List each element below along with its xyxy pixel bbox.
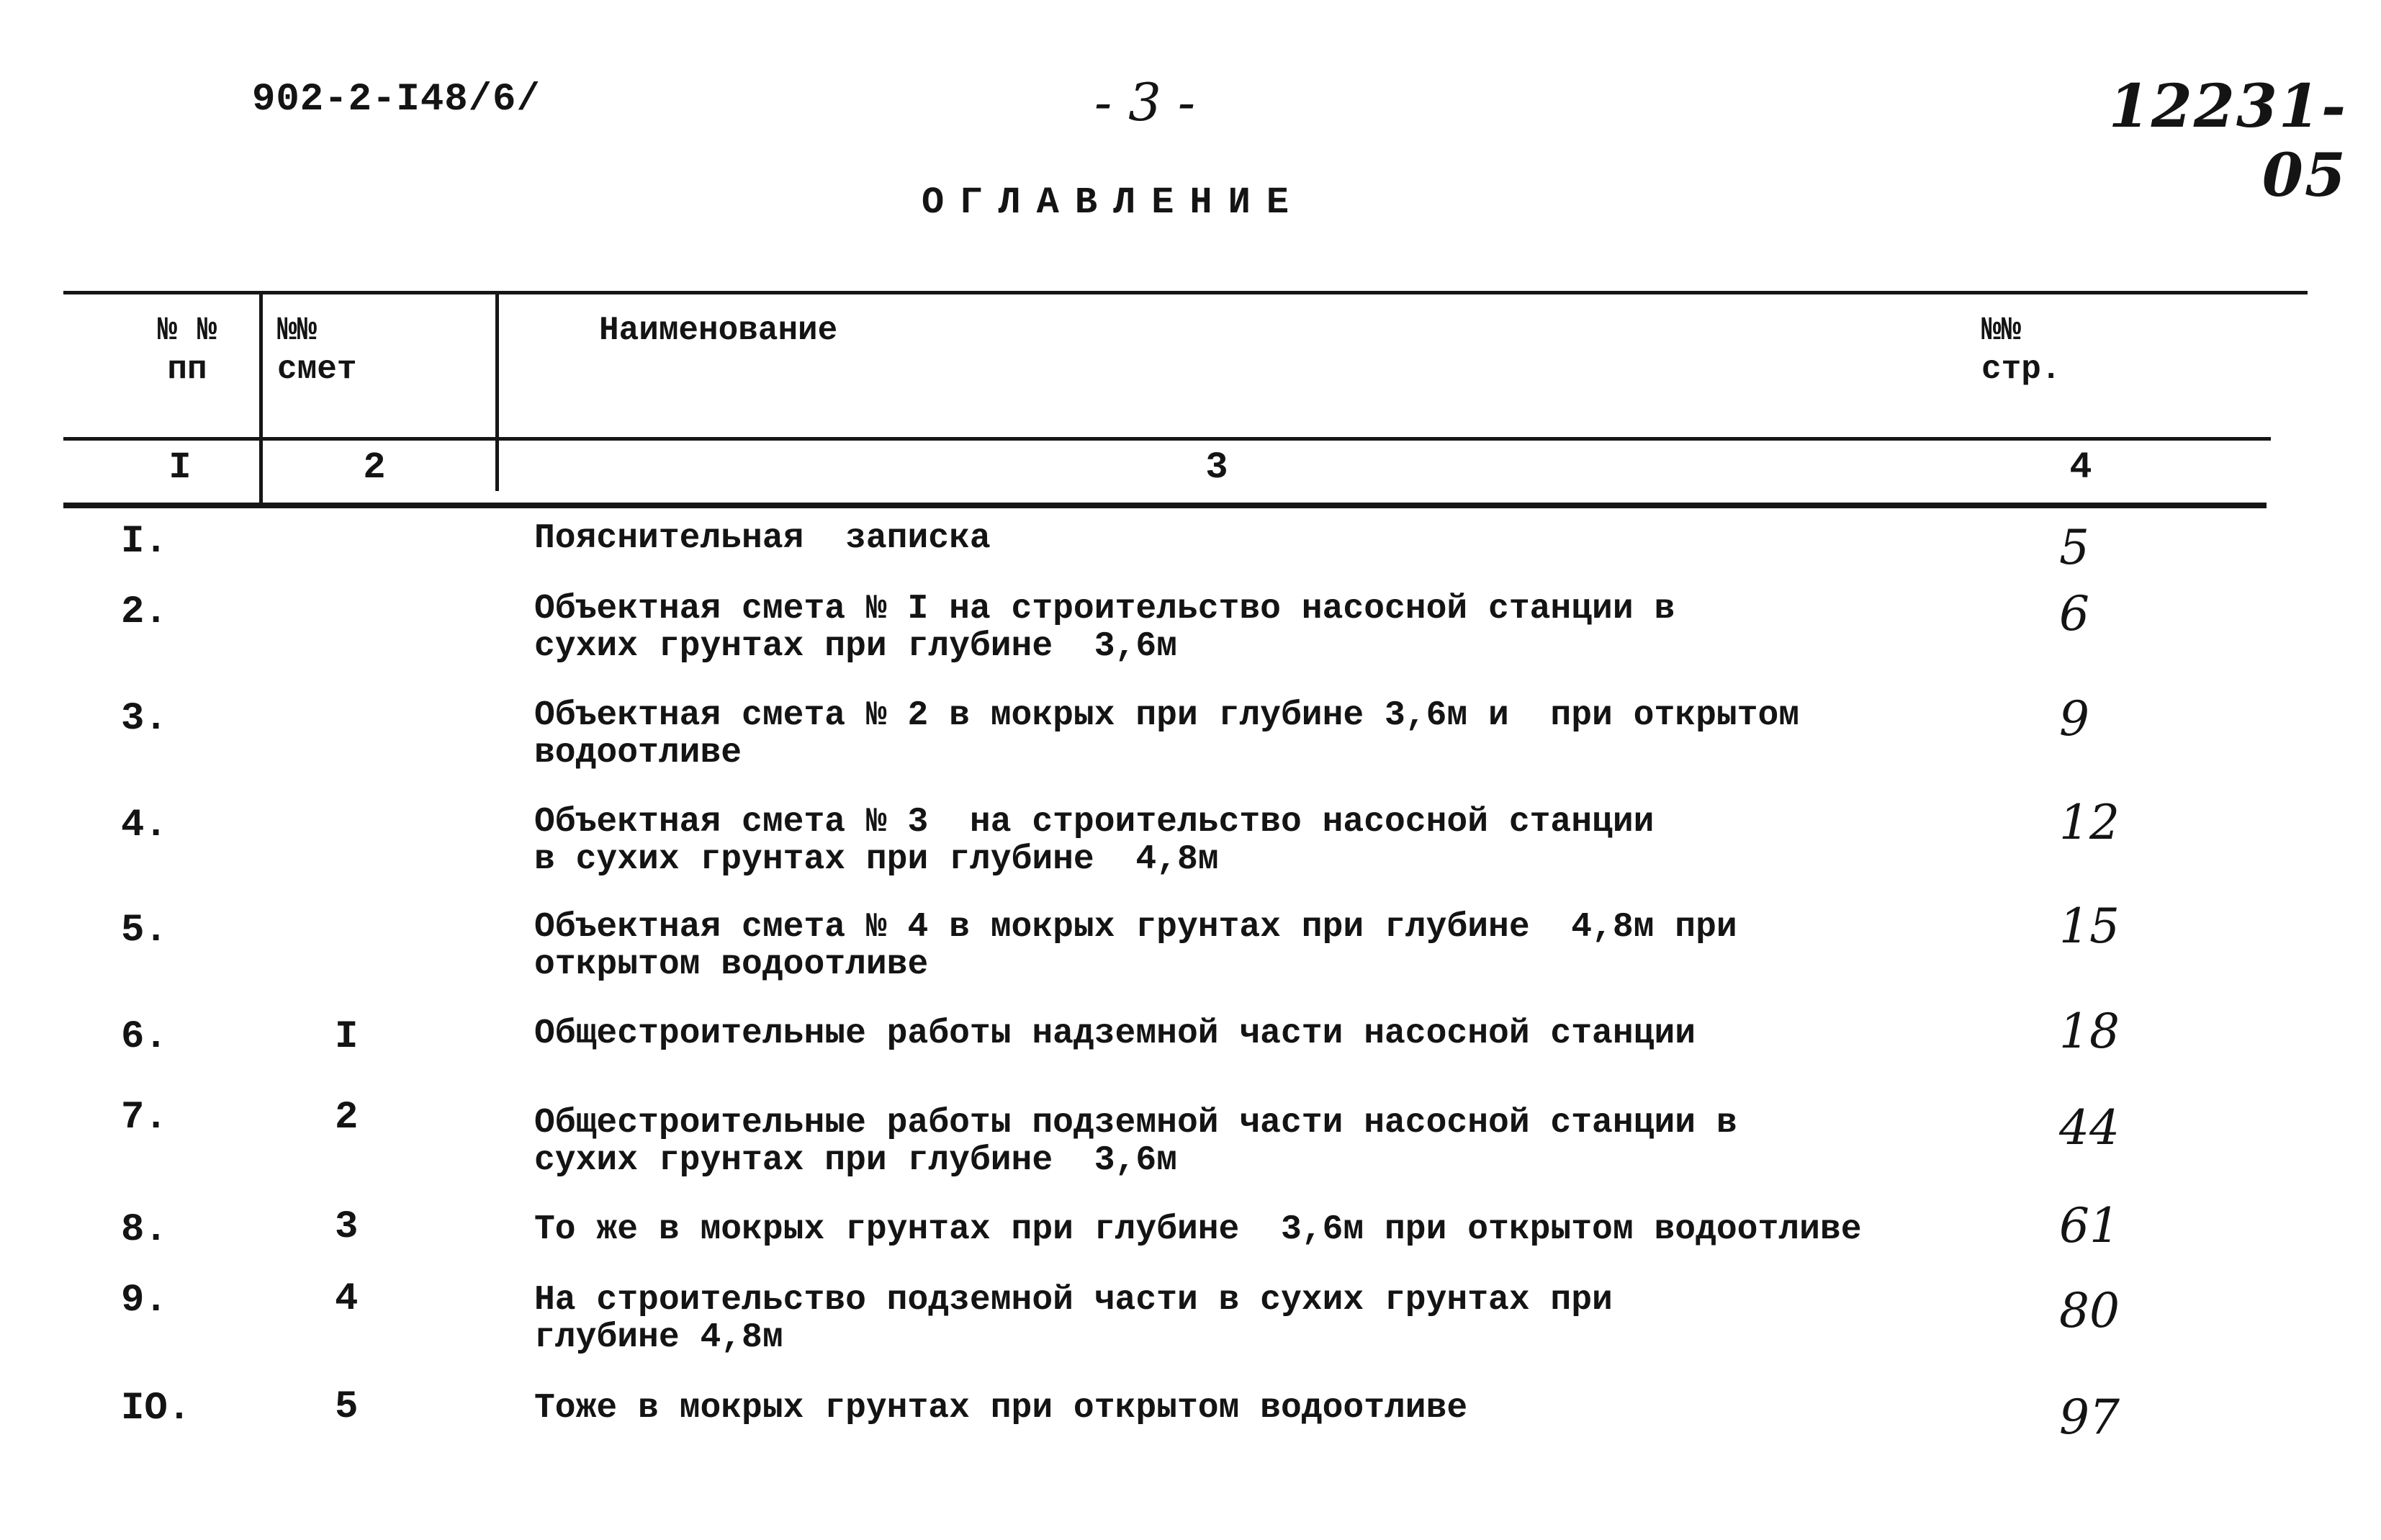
row-name: Объектная смета № 2 в мокрых при глубине 3,6м и при открытом водоотливе	[534, 696, 1800, 773]
document-code: 902-2-I48/6/	[252, 78, 541, 122]
row-page: 18	[2059, 1004, 2120, 1059]
row-number: 6.	[121, 1015, 168, 1059]
row-name: Общестроительные работы надземной части насосной станции	[534, 1014, 1696, 1053]
row-name: На строительство подземной части в сухих грунтах при глубине 4,8м	[534, 1281, 1613, 1357]
row-page: 80	[2059, 1283, 2120, 1338]
row-name: Пояснительная записка	[534, 519, 991, 558]
table-header-rule	[63, 437, 2271, 441]
row-name: Объектная смета № 4 в мокрых грунтах при глубине 4,8м при открытом водоотливе	[534, 908, 1737, 984]
page-number: - 3 -	[1094, 72, 1196, 132]
column-number-3: 3	[1205, 446, 1228, 489]
row-number: 8.	[121, 1208, 168, 1252]
row-name: Объектная смета № I на строительство насосной станции в сухих грунтах при глубине 3,6м	[534, 590, 1675, 666]
row-page: 15	[2059, 899, 2120, 954]
header-row-number: № № пп	[157, 312, 217, 388]
row-number: I.	[121, 520, 168, 564]
table-top-rule	[63, 291, 2308, 294]
row-number: 4.	[121, 803, 168, 847]
row-page: 9	[2059, 691, 2089, 747]
row-page: 5	[2059, 520, 2089, 575]
document-title: ОГЛАВЛЕНИЕ	[922, 181, 1305, 224]
row-estimate: 2	[335, 1096, 359, 1140]
column-number-2: 2	[363, 446, 386, 489]
row-number: 2.	[121, 590, 168, 634]
row-page: 44	[2059, 1100, 2120, 1156]
row-name: Общестроительные работы подземной части насосной станции в сухих грунтах при глубине 3,6м	[534, 1104, 1737, 1180]
column-number-4: 4	[2069, 446, 2092, 489]
header-name: Наименование	[599, 312, 838, 349]
archive-number: 12231-05	[2108, 72, 2347, 210]
row-estimate: I	[335, 1015, 359, 1059]
row-name: Объектная смета № 3 на строительство насосной станции в сухих грунтах при глубине 4,8м	[534, 803, 1655, 879]
table-column-number-rule	[63, 503, 2267, 508]
row-page: 6	[2059, 586, 2089, 641]
row-number: IO.	[121, 1387, 192, 1431]
row-page: 61	[2059, 1198, 2120, 1253]
column-divider-2	[495, 292, 499, 491]
column-number-1: I	[168, 446, 192, 489]
row-estimate: 4	[335, 1277, 359, 1321]
column-divider-1	[259, 292, 263, 507]
header-page-number: №№ стр.	[1981, 312, 2061, 388]
row-number: 5.	[121, 909, 168, 953]
row-name: Тоже в мокрых грунтах при открытом водоотливе	[534, 1389, 1468, 1428]
header-estimate-number: №№ смет	[277, 312, 357, 388]
row-page: 12	[2059, 795, 2120, 850]
row-name: То же в мокрых грунтах при глубине 3,6м при открытом водоотливе	[534, 1210, 1862, 1249]
row-number: 9.	[121, 1279, 168, 1323]
row-page: 97	[2059, 1390, 2120, 1445]
row-estimate: 3	[335, 1205, 359, 1249]
row-number: 7.	[121, 1096, 168, 1140]
row-estimate: 5	[335, 1385, 359, 1429]
row-number: 3.	[121, 697, 168, 741]
